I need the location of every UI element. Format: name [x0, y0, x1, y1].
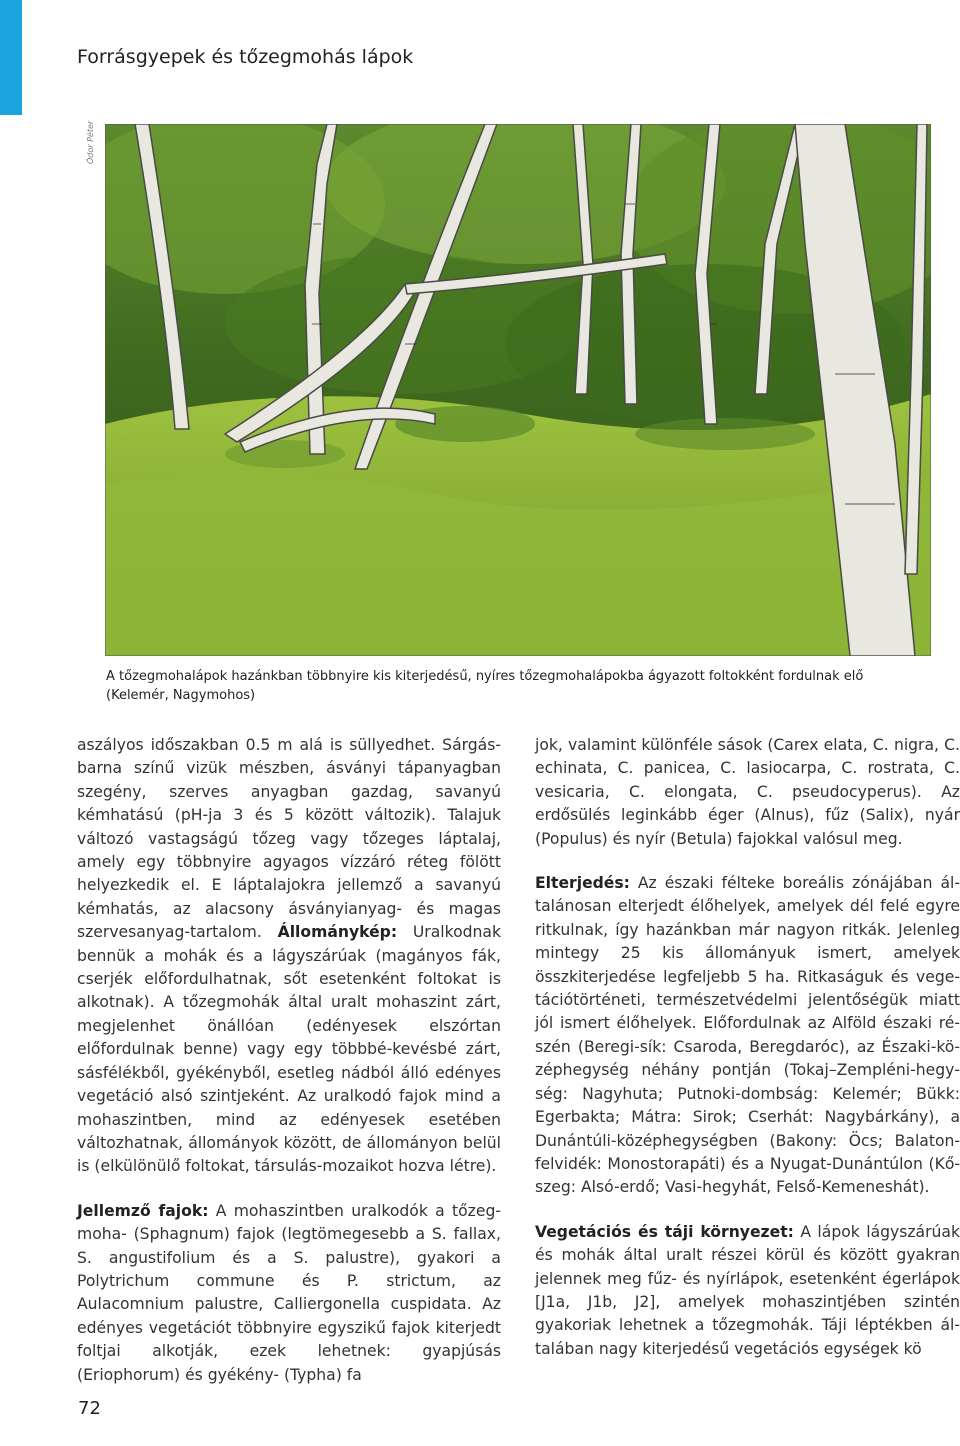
photo-illustration [105, 124, 931, 656]
paragraph-species [77, 1200, 501, 1387]
term-elterjedes: Elterjedés: [535, 874, 630, 893]
elterjedes-text: Az északi félteke boreális zónájában általánosan elterjedt élőhelyek, amelyek dél felé egyre ritkulnak, így hazánkban már nagyon ritkák. Jelenleg mintegy 25 kis állományuk ismert, amelyek összkiterjedése legfeljebb 5 ha. Ritkaságuk és vegetációtörténeti, természetvédelmi jelentőségük miatt jól ismert élőhelyek. Előfordulnak az Alföld északi részén (Beregi-sík: Csaroda, Beregdaróc), az Északi-középhegység néhány pontján (Tokaj–Zempléni-hegység: Nagyhuta; Putnoki-dombság: Kelemér; Bükk: Egerbakta; Mátra: Sirok; Cserhát: Nagybárkány), a Dunántúli-középhegységben (Bakony: Öcs; Balaton-felvidék: Monostorapáti) és a Nyugat-Dunántúlon (Kőszeg: Alsó-erdő; Vasi-hegyhát, Felső-Kemeneshát). [535, 874, 960, 1197]
running-title: Forrásgyepek és tőzegmohás lápok [77, 46, 414, 68]
paragraph-distribution [535, 872, 960, 1200]
text-column-right [535, 734, 960, 1361]
photo-credit: Ódor Péter [86, 120, 95, 164]
allomanykep-text: Uralkodnak bennük a mohák és a lágyszárúak (magányos fák, cserjék előfordulhatnak, sőt esetenként foltokat is alkotnak). A tőzegmohák által uralt mohaszint zárt, megjelenhet önállóan (edényesek elszórtan előfordulnak benne) vagy egy többbé-kevésbé zárt, sásfélékből, gyékényből, esetleg nádból álló edényes vegetáció alsó szintjeként. Az uralkodó fajok mind a mohaszintben, mind az edényesek esetében változhatnak, állományok között, de állományon belül is (elkülönülő foltokat, társulás-mozaikot hozva létre). [77, 923, 501, 1176]
term-allomanykep: Állománykép: [277, 923, 398, 942]
text-column-left [77, 734, 501, 1387]
jellemzo-text: A mohaszintben uralkodók a tőzegmoha- (Sphagnum) fajok (legtömegesebb a S. fallax, S. angustifolium és a S. palustre), gyakori a Polytrichum commune és P. strictum, az Aulacomnium palustre, Calliergonella cuspidata. Az edényes vegetációt többnyire egyszikű fajok kiterjedt foltjai alkotják, ezek lehetnek: gyapjúsás (Eriophorum) és gyékény- (Typha) fa [77, 1201, 501, 1384]
paragraph-species-continued: jok, valamint különféle sások (Carex elata, C. nigra, C. echinata, C. panicea, C. lasiocarpa, C. rostrata, C. vesicaria, C. elongata, C. pseudocyperus). Az erdősülés leginkább éger (Alnus), fűz (Salix), nyár (Populus) és nyír (Betula) fajokkal valósul meg. [535, 736, 960, 848]
paragraph-site-conditions: aszályos időszakban 0.5 m alá is süllyedhet. Sárgásbarna színű vizük mészben, ásványi tápanyagban szegény, szerves anyagban gazdag, savanyú kémhatású (pH-ja 3 és 5 között változik). Talajuk változó vastagságú tőzeg vagy tőzeges láptalaj, amely egy többnyire agyagos vízzáró réteg fölött helyezkedik el. E láptalajokra jellemző a savanyú kémhatás, az alacsony ásványianyag- és magas szervesanyag-tartalom. Állománykép: Uralkodnak bennük a mohák és a lágyszárúak (magányos fák, cserjék előfordulhatnak, sőt esetenként foltokat is alkotnak). A tőzegmohák által uralt mohaszint zárt, megjelenhet önállóan (edényesek elszórtan előfordulnak benne) vagy egy többbé-kevésbé zárt, sásfélékből, gyékényből, esetleg nádból álló edényes vegetáció alsó szintjeként. Az uralkodó fajok mind a mohaszintben, mind az edényesek esetében változhatnak, állományok között, de állományon belül is (elkülönülő foltokat, társulás-mozaikot hozva létre). [77, 736, 501, 1176]
accent-tab [0, 0, 22, 115]
photo-birch-bog [105, 124, 931, 656]
term-jellemzo-fajok: Jellemző fajok: [77, 1201, 209, 1220]
term-vegetacio: Vegetációs és táji környezet: [535, 1222, 794, 1241]
paragraph-environment [535, 1221, 960, 1361]
page-number: 72 [78, 1398, 101, 1419]
figure-caption: A tőzegmohalápok hazánkban többnyire kis kiterjedésű, nyíres tőzegmohalápokba ágyazott foltokként fordulnak elő (Kelemér, Nagymohos) [106, 669, 864, 703]
vegetacio-text: A lápok lágyszárúak és mohák által uralt részei körül és között gyakran jelennek meg fűz- és nyírlápok, esetenként égerlápok [J1a, J1b, J2], amelyek mohaszintjében szintén gyakoriak lehetnek a tőzegmohák. Táji léptékben általában nagy kiterjedésű vegetációs egységek kö [535, 1222, 960, 1358]
